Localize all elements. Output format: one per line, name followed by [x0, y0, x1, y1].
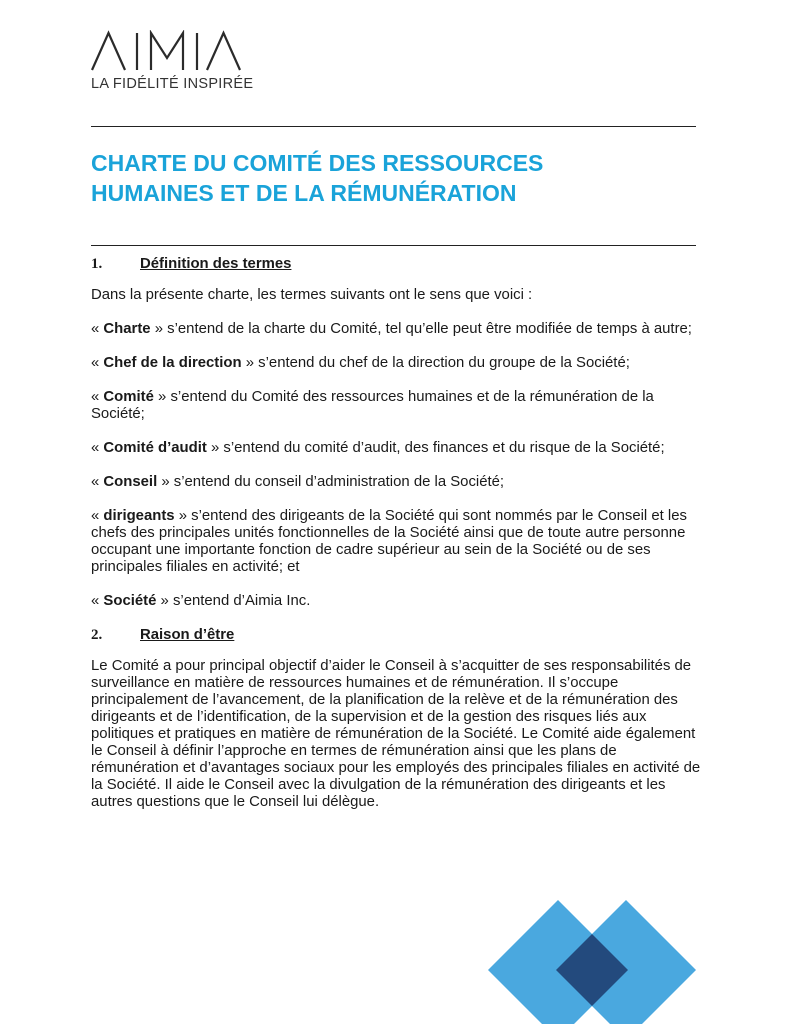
- diamond-decoration: [480, 895, 700, 1024]
- definition-text: » s’entend du Comité des ressources humaines et de la rémunération de la Société;: [91, 389, 654, 422]
- definition-item: [91, 355, 701, 372]
- section-2-heading: [91, 627, 701, 644]
- section-number: 2.: [91, 627, 103, 643]
- quote-open: «: [91, 474, 104, 490]
- section-1-intro: Dans la présente charte, les termes suivants ont le sens que voici :: [91, 287, 533, 303]
- definition-item: [91, 440, 701, 457]
- title-divider: [91, 245, 696, 246]
- section-number: 1.: [91, 256, 103, 272]
- definition-item: [91, 389, 701, 423]
- section-2-body: Le Comité a pour principal objectif d’aider le Conseil à s’acquitter de ses responsabilités de surveillance en matière de ressources humaines et de rémunération. Il s’occupe principalement de l’avancement, de la planification de la relève et de la rémunération des dirigeants et de l’identification, de la supervision et de la gestion des risques liés aux politiques et pratiques en matière de rémunération de la Société. Le Comité aide également le Conseil à définir l’approche en termes de rémunération ainsi que les plans de rémunération et d’avantages sociaux pour les employés des principales filiales en activité de la Société. Il aide le Conseil avec la divulgation de la rémunération des dirigeants et les autres questions que le Conseil lui délègue.: [91, 658, 701, 810]
- quote-open: «: [91, 593, 104, 609]
- defined-term: Comité: [103, 389, 154, 405]
- title-line-1: CHARTE DU COMITÉ DES RESSOURCES: [91, 150, 544, 176]
- quote-open: «: [91, 508, 104, 524]
- definition-text: » s’entend du conseil d’administration de la Société;: [157, 474, 505, 490]
- definition-text: » s’entend des dirigeants de la Société qui sont nommés par le Conseil et les chefs des principales unités fonctionnelles de la Société ainsi que de toute autre personne occupant une importante fonction de cadre supérieur au sein de la Société ou de ses principales filiales en activité; et: [91, 508, 687, 575]
- definition-item: [91, 508, 701, 576]
- defined-term: Comité d’audit: [103, 440, 207, 456]
- defined-term: Chef de la direction: [103, 355, 242, 371]
- aimia-logo: [91, 30, 254, 92]
- quote-open: «: [91, 440, 104, 456]
- definition-text: » s’entend de la charte du Comité, tel qu’elle peut être modifiée de temps à autre;: [150, 321, 692, 337]
- aimia-wordmark: [91, 30, 241, 74]
- quote-open: «: [91, 389, 104, 405]
- section-1-heading: [91, 256, 701, 273]
- definition-text: » s’entend du chef de la direction du groupe de la Société;: [241, 355, 630, 371]
- document-title: [91, 148, 711, 208]
- defined-term: Charte: [103, 321, 151, 337]
- section-title: Raison d’être: [140, 627, 235, 643]
- defined-term: Société: [103, 593, 157, 609]
- definition-item: [91, 593, 701, 610]
- defined-term: dirigeants: [103, 508, 175, 524]
- quote-open: «: [91, 321, 104, 337]
- quote-open: «: [91, 355, 104, 371]
- definition-item: [91, 474, 701, 491]
- document-body: [91, 256, 701, 828]
- logo-tagline: LA FIDÉLITÉ INSPIRÉE: [91, 76, 254, 92]
- top-divider: [91, 126, 696, 127]
- definition-text: » s’entend d’Aimia Inc.: [156, 593, 311, 609]
- definition-item: [91, 321, 701, 338]
- title-line-2: HUMAINES ET DE LA RÉMUNÉRATION: [91, 180, 517, 206]
- section-title: Définition des termes: [140, 256, 292, 272]
- defined-term: Conseil: [103, 474, 158, 490]
- definition-text: » s’entend du comité d’audit, des finances et du risque de la Société;: [206, 440, 665, 456]
